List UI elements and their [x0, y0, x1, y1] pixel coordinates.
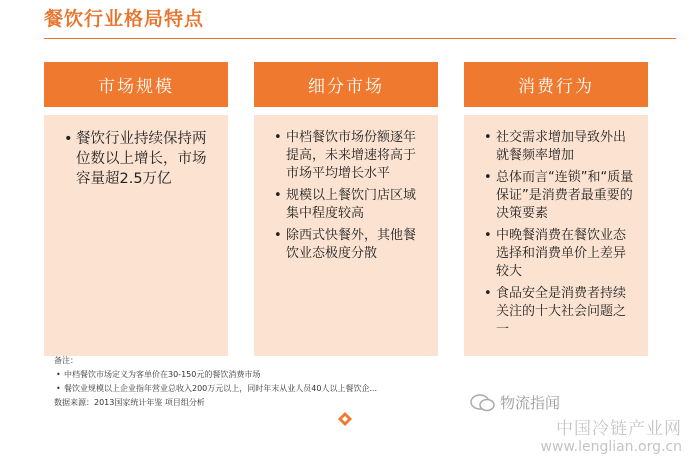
- notes-label: 备注：: [54, 356, 78, 365]
- list-item: • 规模以上餐饮门店区域集中程度较高: [274, 187, 426, 223]
- consumer-behavior-list: [464, 115, 648, 339]
- column-panel-consumer-behavior: [464, 115, 648, 356]
- segments-list: [254, 115, 438, 263]
- watermark-social: [470, 392, 560, 413]
- column-header-market-size: 市场规模: [44, 62, 228, 107]
- column-header-segments: 细分市场: [254, 62, 438, 107]
- market-size-list: [44, 115, 228, 189]
- watermark-site: [541, 414, 682, 455]
- list-item: • 中档餐饮市场份额逐年提高，未来增速将高于市场平均增长水平: [274, 129, 426, 183]
- list-item: • 总体而言“连锁”和“质量保证”是消费者最重要的决策要素: [484, 169, 636, 223]
- list-item: • 食品安全是消费者持续关注的十大社会问题之一: [484, 285, 636, 339]
- watermark-social-text: 物流指闻: [500, 394, 561, 412]
- note-item: • 餐饮业规模以上企业指年营业总收入200万元以上，同时年末从业人员40人以上餐饮企...: [54, 382, 514, 396]
- note-item: • 中档餐饮市场定义为客单价在30-150元的餐饮消费市场: [54, 368, 514, 382]
- data-source: 数据来源：2013国家统计年鉴 项目组分析: [54, 398, 205, 407]
- list-item: • 社交需求增加导致外出就餐频率增加: [484, 129, 636, 165]
- title-divider: [44, 38, 676, 39]
- chat-bubble-icon: [470, 393, 496, 413]
- list-item: • 除西式快餐外，其他餐饮业态极度分散: [274, 227, 426, 263]
- watermark-site-url: www.lenglian.org.cn: [540, 439, 682, 455]
- footnotes: [54, 354, 514, 410]
- diamond-logo-icon: [338, 412, 352, 426]
- list-item: • 中晚餐消费在餐饮业态选择和消费单价上差异较大: [484, 227, 636, 281]
- watermark-site-name: 中国冷链产业网: [556, 419, 682, 439]
- page-title: 餐饮行业格局特点: [44, 8, 205, 30]
- list-item: • 餐饮行业持续保持两位数以上增长，市场容量超2.5万亿: [64, 129, 216, 189]
- column-panel-market-size: [44, 115, 228, 356]
- column-panel-segments: [254, 115, 438, 356]
- column-header-consumer-behavior: 消费行为: [464, 62, 648, 107]
